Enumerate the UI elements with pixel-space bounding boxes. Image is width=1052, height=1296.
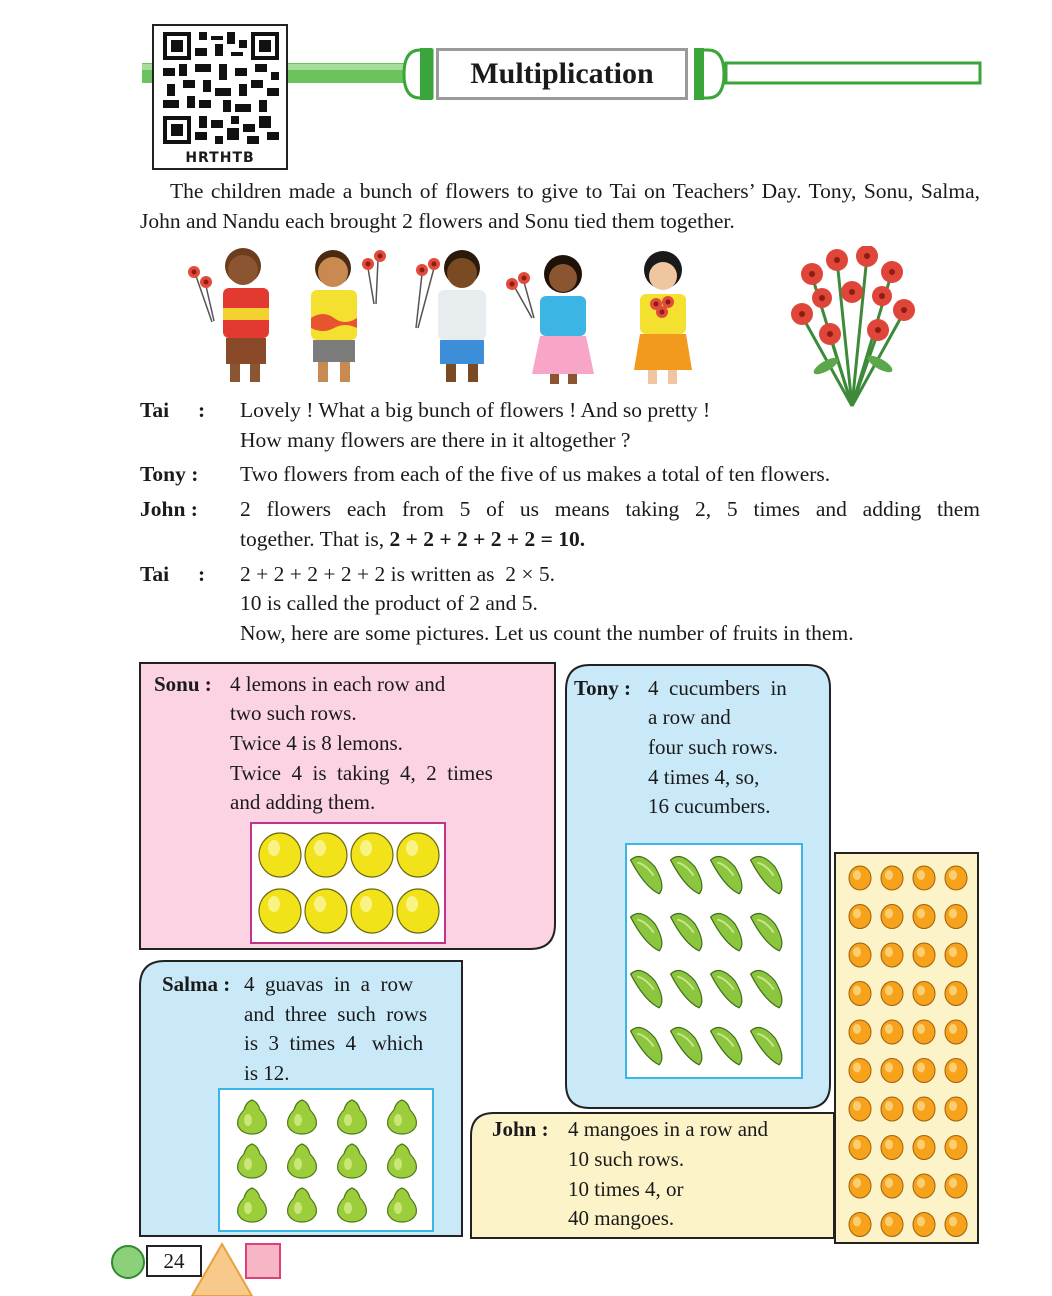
- lemon-icon: [397, 833, 439, 877]
- mango-icon: [913, 982, 935, 1006]
- cucumbers-grid: [625, 843, 803, 1079]
- flower-bouquet: [782, 246, 922, 414]
- sonu-name-label: Sonu :: [154, 672, 212, 696]
- qr-code-label: HRTHTB: [185, 150, 255, 166]
- children-illustration: [178, 246, 798, 386]
- sonu-line-4: Twice 4 is taking 4, 2 times: [230, 761, 493, 785]
- tony-line-1: 4 cucumbers in: [648, 676, 787, 700]
- tony-name-label: Tony :: [574, 676, 632, 700]
- tai-2-line-1: 2 + 2 + 2 + 2 + 2 is written as 2 × 5.: [240, 562, 556, 586]
- tai-1-line-1: Lovely ! What a big bunch of flowers ! And so pretty !: [240, 398, 711, 422]
- sonu-line-5: and adding them.: [230, 790, 376, 814]
- mango-icon: [945, 982, 967, 1006]
- mango-icon: [913, 1059, 935, 1083]
- john-line-2-sum: 2 + 2 + 2 + 2 + 2 = 10.: [389, 527, 586, 551]
- lemons-grid: [250, 822, 446, 944]
- mango-icon: [945, 905, 967, 929]
- mango-icon: [945, 1213, 967, 1237]
- mango-icon: [881, 1174, 903, 1198]
- lemon-icon: [305, 889, 347, 933]
- mango-icon: [849, 943, 871, 967]
- tony-line-4: 4 times 4, so,: [648, 765, 760, 789]
- mango-icon: [849, 1020, 871, 1044]
- lemon-icon: [397, 889, 439, 933]
- mango-icon: [913, 1213, 935, 1237]
- mango-icon: [913, 1097, 935, 1121]
- salma-name-label: Salma :: [162, 972, 231, 996]
- speaker-tai-2-colon: :: [198, 562, 206, 586]
- mango-icon: [881, 1020, 903, 1044]
- lemon-icon: [351, 833, 393, 877]
- mango-icon: [945, 943, 967, 967]
- mango-icon: [849, 1213, 871, 1237]
- speaker-tony: Tony :: [140, 462, 199, 486]
- mango-icon: [945, 1059, 967, 1083]
- tai-1-line-2: How many flowers are there in it altogether ?: [240, 428, 631, 452]
- header-band: [0, 0, 1052, 170]
- john-line-4: 40 mangoes.: [568, 1206, 675, 1230]
- speaker-tai-1: Tai: [140, 398, 170, 422]
- qr-code[interactable]: [152, 24, 288, 170]
- john-line-3: 10 times 4, or: [568, 1177, 684, 1201]
- intro-paragraph: [140, 176, 980, 236]
- child-2: [311, 250, 386, 382]
- green-circle-icon: [112, 1246, 144, 1278]
- john-line-1: [240, 494, 980, 524]
- intro-text: The children made a bunch of flowers to give to Tai on Teachers’ Day. Tony, Sonu, Salma, John and Nandu each brought 2 flowers and Sonu tied them together.: [140, 179, 980, 233]
- mango-icon: [913, 943, 935, 967]
- speaker-john: John :: [140, 497, 198, 521]
- page-number: 24: [146, 1245, 202, 1277]
- tony-line-1: Two flowers from each of the five of us makes a total of ten flowers.: [240, 462, 831, 486]
- mango-icon: [881, 905, 903, 929]
- john-name-label: John :: [492, 1117, 549, 1141]
- child-1: [188, 248, 269, 382]
- tai-2-line-3: Now, here are some pictures. Let us count the number of fruits in them.: [240, 621, 854, 645]
- mango-icon: [849, 1059, 871, 1083]
- mango-icon: [849, 905, 871, 929]
- john-line-2: [240, 524, 585, 554]
- salma-line-1: 4 guavas in a row: [244, 972, 414, 996]
- sonu-line-1: 4 lemons in each row and: [230, 672, 446, 696]
- john-line-2: 10 such rows.: [568, 1147, 685, 1171]
- john-line-2-plain: together. That is,: [240, 527, 385, 551]
- mango-icon: [881, 866, 903, 890]
- mangoes-grid: [834, 852, 980, 1244]
- mango-icon: [881, 1097, 903, 1121]
- salma-line-4: is 12.: [244, 1061, 290, 1085]
- mango-icon: [945, 1097, 967, 1121]
- speaker-tai-2: Tai: [140, 562, 170, 586]
- mango-icon: [849, 982, 871, 1006]
- mango-icon: [881, 1136, 903, 1160]
- tony-line-3: four such rows.: [648, 735, 779, 759]
- mango-icon: [913, 905, 935, 929]
- speaker-tai-1-colon: :: [198, 398, 206, 422]
- mango-icon: [913, 1020, 935, 1044]
- tony-line-2: a row and: [648, 705, 731, 729]
- mango-icon: [881, 1059, 903, 1083]
- mango-icon: [881, 1213, 903, 1237]
- mango-icon: [849, 1097, 871, 1121]
- salma-name: [162, 970, 230, 1000]
- mango-icon: [945, 866, 967, 890]
- tai-2-line-2: 10 is called the product of 2 and 5.: [240, 591, 538, 615]
- mango-icon: [881, 982, 903, 1006]
- mango-icon: [849, 866, 871, 890]
- sonu-line-3: Twice 4 is 8 lemons.: [230, 731, 403, 755]
- salma-line-2: and three such rows: [244, 1002, 428, 1026]
- mango-icon: [945, 1020, 967, 1044]
- qr-pattern-icon: [162, 32, 280, 144]
- child-3: [416, 250, 486, 382]
- mango-icon: [881, 943, 903, 967]
- sonu-name: [154, 670, 212, 700]
- tony-line-5: 16 cucumbers.: [648, 794, 771, 818]
- lemon-icon: [259, 889, 301, 933]
- mango-icon: [849, 1174, 871, 1198]
- john-line-1: 4 mangoes in a row and: [568, 1117, 769, 1141]
- child-4: [506, 255, 594, 384]
- page-title: Multiplication: [436, 48, 688, 100]
- mango-icon: [945, 1174, 967, 1198]
- lemon-icon: [259, 833, 301, 877]
- john-line-1-text: 2 flowers each from 5 of us means taking 2, 5 times and adding them: [240, 497, 980, 521]
- mango-icon: [945, 1136, 967, 1160]
- lemon-icon: [351, 889, 393, 933]
- mango-icon: [913, 1174, 935, 1198]
- mango-icon: [849, 1136, 871, 1160]
- tony-name: [574, 674, 631, 704]
- mango-icon: [913, 1136, 935, 1160]
- salma-line-3: is 3 times 4 which: [244, 1031, 424, 1055]
- mango-icon: [913, 866, 935, 890]
- child-5: [634, 251, 692, 384]
- pink-square-icon: [246, 1244, 280, 1278]
- lemon-icon: [305, 833, 347, 877]
- guavas-grid: [218, 1088, 434, 1232]
- sonu-line-2: two such rows.: [230, 701, 357, 725]
- john-name: [492, 1115, 549, 1145]
